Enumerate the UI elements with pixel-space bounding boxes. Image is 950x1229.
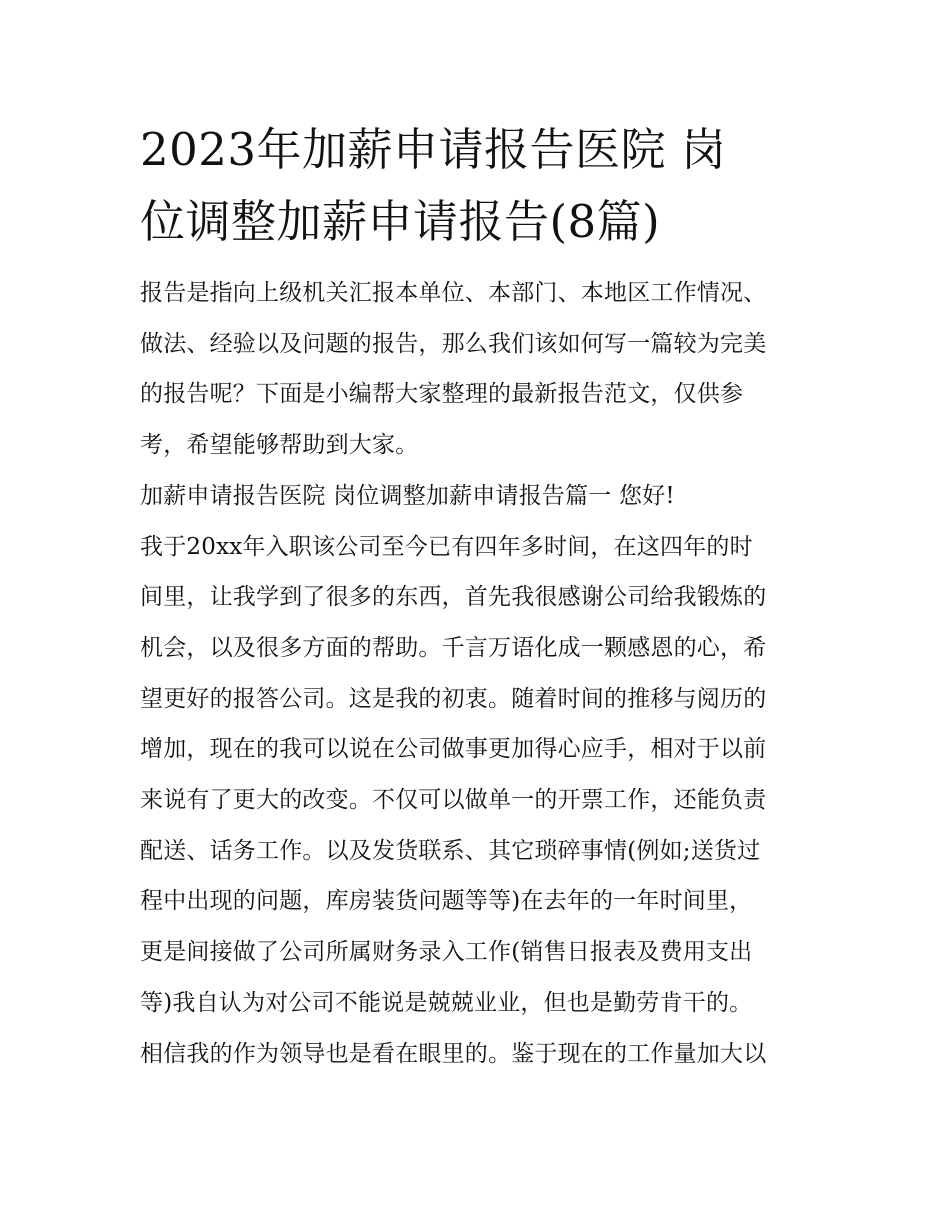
body-line: 的报告呢？下面是小编帮大家整理的最新报告范文，仅供参: [140, 381, 744, 408]
title-line: 2023年加薪申请报告医院 岗: [140, 123, 727, 176]
body-line: 等)我自认为对公司不能说是兢兢业业，但也是勤劳肯干的。: [140, 989, 753, 1016]
document-title: [140, 114, 812, 258]
body-line: 机会，以及很多方面的帮助。千言万语化成一颗感恩的心，希: [140, 634, 767, 661]
body-line: 程中出现的问题，库房装货问题等等)在去年的一年时间里，: [140, 888, 753, 915]
body-line: 望更好的报答公司。这是我的初衷。随着时间的推移与阅历的: [140, 685, 767, 712]
body-line: 配送、话务工作。以及发货联系、其它琐碎事情(例如;送货过: [140, 837, 761, 864]
body-line: 做法、经验以及问题的报告，那么我们该如何写一篇较为完美: [140, 330, 767, 357]
title-line: 位调整加薪申请报告(8篇): [140, 195, 661, 248]
body-line: 我于20xx年入职该公司至今已有四年多时间，在这四年的时: [140, 533, 753, 560]
body-line: 更是间接做了公司所属财务录入工作(销售日报表及费用支出: [140, 939, 753, 966]
body-line: 报告是指向上级机关汇报本单位、本部门、本地区工作情况、: [140, 280, 767, 306]
body-line: 考，希望能够帮助到大家。: [140, 432, 419, 459]
document-page: [140, 114, 812, 1079]
body-line: 相信我的作为领导也是看在眼里的。鉴于现在的工作量加大以: [140, 1040, 767, 1067]
body-line: 来说有了更大的改变。不仅可以做单一的开票工作，还能负责: [140, 787, 767, 814]
body-line: 间里，让我学到了很多的东西，首先我很感谢公司给我锻炼的: [140, 584, 767, 611]
section-heading: 加薪申请报告医院 岗位调整加薪申请报告篇一 您好!: [140, 482, 675, 509]
document-body: [140, 268, 812, 1079]
body-line: 增加，现在的我可以说在公司做事更加得心应手，相对于以前: [140, 736, 767, 763]
